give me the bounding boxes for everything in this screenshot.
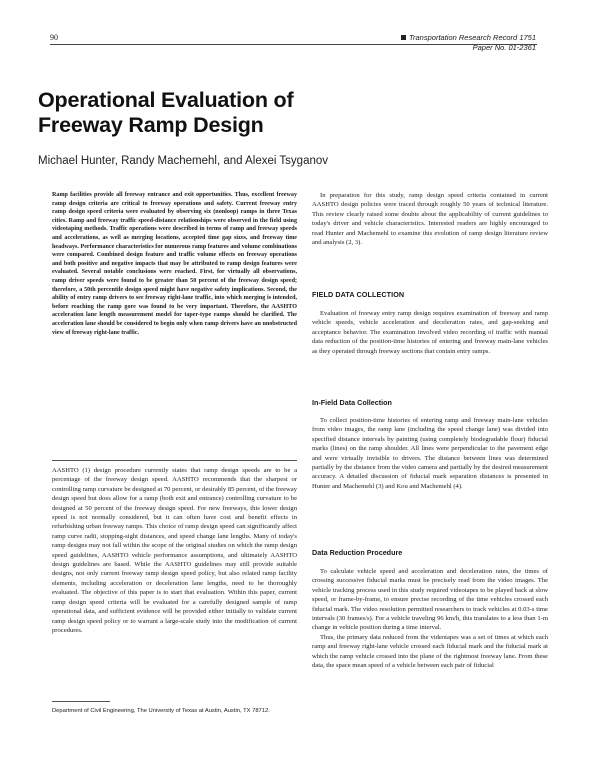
abstract-divider [52, 460, 297, 461]
author-affiliation-footnote: Department of Civil Engineering, The University of Texas at Austin, Austin, TX 78712. [52, 708, 270, 714]
page-title [38, 88, 293, 138]
right-column-intro [312, 191, 548, 247]
square-bullet-icon [401, 35, 406, 40]
title-line-2: Freeway Ramp Design [38, 113, 264, 137]
field-data-section [312, 309, 548, 356]
authors: Michael Hunter, Randy Machemehl, and Alexei Tsyganov [38, 155, 329, 167]
in-field-section [312, 416, 548, 491]
paragraph-literature: In preparation for this study, ramp design speed criteria contained in current AASHTO design policies were traced through roughly 50 years of technical literature. This review clearly raised some doubts about the applicability of current guidelines to today's driver and vehicle characteristics. Interested readers are highly encouraged to read Hunter and Machemehl to examine this evolution of ramp design literature review and analysis (2, 3). [312, 192, 548, 247]
journal-header [401, 33, 536, 53]
subsection-heading-data-reduction: Data Reduction Procedure [312, 548, 403, 557]
paragraph-data-reduction: To calculate vehicle speed and acceleration and deceleration rates, the times of crossing successive fiducial marks must be precisely read from the video images. The vehicle tracking process used in this study required videotapes to be played back at slow speed, or frame-by-frame, to ensure precise recording of the time vehicles crossed each fiducial mark. The video resolution permitted researchers to track vehicles at 0.03-s time intervals (30 frames/s). For a vehicle traveling 96 km/h, this translates to a less than 1-m change in vehicle position during a time interval. [312, 568, 548, 632]
journal-name: Transportation Research Record 1751 [408, 33, 536, 42]
section-heading-field-data: FIELD DATA COLLECTION [312, 290, 405, 299]
data-reduction-section [312, 567, 548, 670]
paragraph-primary-data: Thus, the primary data reduced from the videotapes was a set of times at which each ramp and freeway right-lane vehicle crossed each fiducial mark and the fiducial mark at which the ramp vehicle crossed into the plane of the rightmost freeway lane. From these data, the space mean speed of a vehicle between each pair of fiducial [312, 633, 548, 670]
paragraph-field-data: Evaluation of freeway entry ramp design requires examination of freeway and ramp vehicle speeds, vehicle acceleration and deceleration rates, and gap-seeking and acceptance behavior. The examination involved video recording of traffic with manual data reduction of the position-time histories of entering and freeway main-lane vehicles as they operated through freeway sections that contain entry ramps. [312, 310, 548, 355]
intro-paragraph: AASHTO (1) design procedure currently states that ramp design speeds are to be a percentage of the freeway design speed. AASHTO recommends that the sharpest or controlling ramp curvature be designed at 70 percent, or desirably 85 percent, of the freeway design speed but does allow for a ramp (both exit and entrance) controlling curvature to be designed at 50 percent of the freeway design speed. For new freeways, this lower design speed is not normally considered, but it can often have cost and benefit effects in refurbishing urban freeway ramps. This choice of ramp design speed can significantly affect ramp curve radii, stopping-sight distances, and speed change lane lengths. Many of today's ramp designs may not fall within the scope of the original studies on which the ramp design speed guidelines, AASHTO vehicle performance assumptions, and ultimately AASHTO design guidelines are based. While the AASHTO guidelines may still provide suitable designs, not only current freeway ramp design speed policy, but also related ramp facility elements, including acceleration or deceleration lane lengths, need to be thoroughly evaluated. The objective of this paper is to start that evaluation. Within this paper, current ramp design speed criteria will be evaluated for a carefully designed sample of ramp operational data, and sufficient evidence will be provided either initially to validate current ramp design speed policy or to warrant a large-scale study into the modification of current procedures. [52, 467, 297, 634]
title-line-1: Operational Evaluation of [38, 88, 294, 112]
page-number: 90 [50, 33, 58, 42]
header-rule [50, 44, 537, 45]
subsection-heading-in-field: In-Field Data Collection [312, 398, 392, 407]
footnote-rule [52, 701, 110, 702]
abstract: Ramp facilities provide all freeway entrance and exit opportunities. Thus, excellent freeway ramp design criteria are critical to freeway operations and safety. Current freeway entry ramp design speed criteria were evaluated by observing six (nonloop) ramps in three Texas cities. Ramp and freeway traffic speed-distance relationships were observed in the field using videotaping methods. Traffic operations were described in terms of ramp and freeway speeds and accelerations, as well as merging locations, accepted time gap sizes, and freeway time headways. Performance characteristics for numerous ramp features and volume combinations were compared. Combined design feature and traffic volume effects on freeway operations and both positive and negative impacts that may be attributed to ramp design features were evaluated. Several notable conclusions were reached. First, for virtually all observations, ramp driver speeds were found to be greater than 50 percent of the freeway design speed; therefore, a 50th percentile design speed might have negative safety implications. Second, the ability of entry ramp drivers to see freeway right-lane traffic, into which merging is intended, before reaching the ramp gore was found to be very important. Therefore, the AASHTO acceleration lane length measurement model for taper-type ramps should be clarified. The acceleration lane should be considered to begin only when ramp drivers have an unobstructed view of freeway right-lane traffic. [52, 192, 297, 336]
paper-number: Paper No. 01-2361 [472, 43, 536, 52]
paragraph-in-field: To collect position-time histories of entering ramp and freeway main-lane vehicles from video images, the ramp lane (including the speed change lane) was divided into specified distance intervals by painting (using completely biodegradable flour) fiducial marks (lines) on the ramp shoulder. All lines were perpendicular to the pavement edge and were virtually invisible to drivers. The distance between lines was determined partially by the distance from the video camera and partially by the desired measurement accuracy. A detailed discussion of fiducial mark separation distances is presented in Hunter and Machemehl (3) and Kou and Machemehl (4). [312, 417, 548, 490]
